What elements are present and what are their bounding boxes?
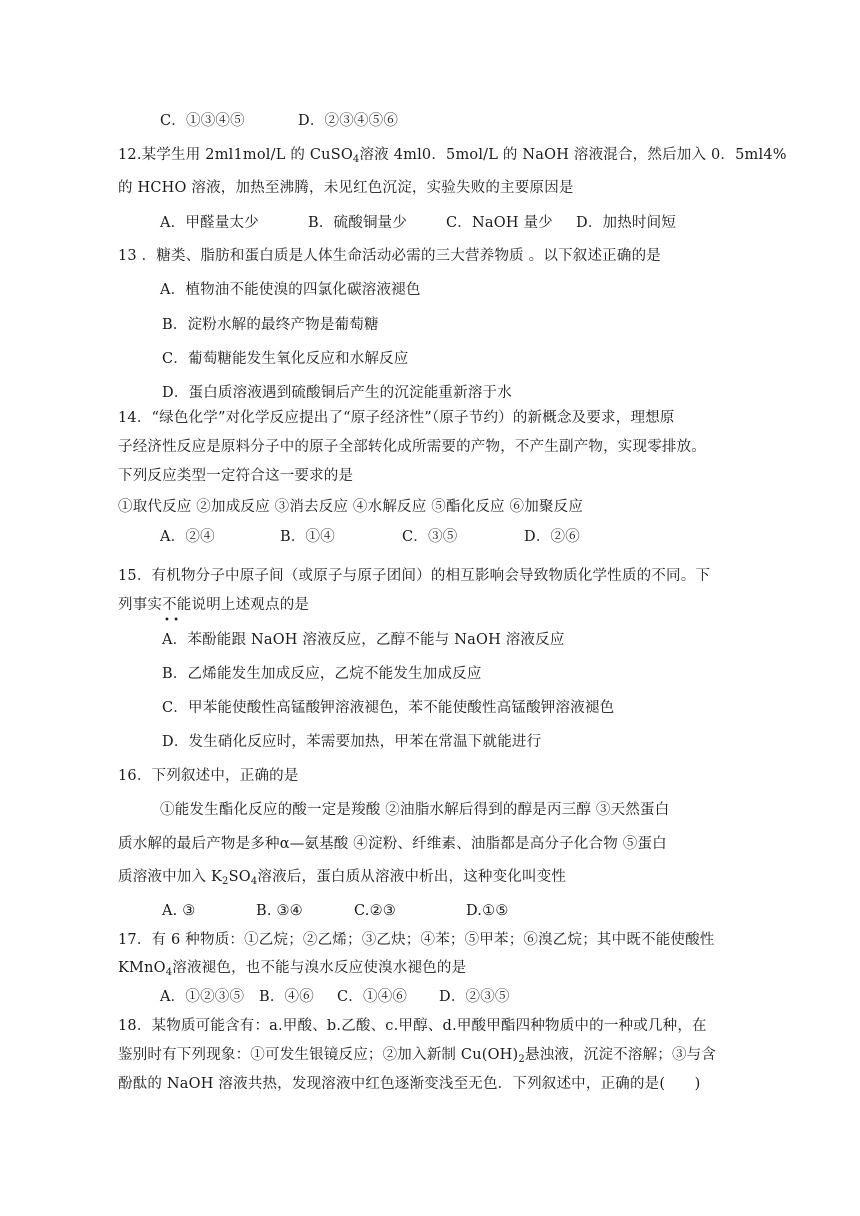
q15-option-d: D．发生硝化反应时，苯需要加热，甲苯在常温下就能进行 bbox=[162, 734, 542, 750]
q18-line2 bbox=[118, 1045, 716, 1070]
q17-option-d: D．②③⑤ bbox=[439, 989, 510, 1005]
q15-option-b: B．乙烯能发生加成反应，乙烷不能发生加成反应 bbox=[162, 666, 482, 682]
q16-line3-a: 质溶液中加入 K bbox=[118, 869, 223, 885]
q16-sub-2: 4 bbox=[250, 876, 258, 887]
q11-option-c: C．①③④⑤ bbox=[160, 113, 245, 129]
q17-option-a: A．①②③⑤ bbox=[160, 989, 245, 1005]
q18-line2-a: 鉴别时有下列现象：①可发生银镜反应；②加入新制 Cu(OH) bbox=[118, 1047, 519, 1063]
q18-line3: 酚酞的 NaOH 溶液共热，发现溶液中红色逐渐变浅至无色．下列叙述中，正确的是( ) bbox=[118, 1076, 701, 1092]
q14-reaction-types: ①取代反应 ②加成反应 ③消去反应 ④水解反应 ⑤酯化反应 ⑥加聚反应 bbox=[118, 499, 584, 515]
q16-option-c: C.②③ bbox=[354, 903, 396, 919]
q12-stem-line2: 的 HCHO 溶液，加热至沸腾，未见红色沉淀，实验失败的主要原因是 bbox=[118, 180, 574, 196]
q12-text-a: 12.某学生用 2ml1mol/L 的 CuSO bbox=[118, 147, 353, 163]
q16-line2: 质水解的最后产物是多种α—氨基酸 ④淀粉、纤维素、油脂都是高分子化合物 ⑤蛋白 bbox=[118, 836, 667, 852]
q11-option-d: D．②③④⑤⑥ bbox=[298, 113, 399, 129]
q15-line2: 列事实不能说明上述观点的是 bbox=[118, 597, 310, 613]
q17-sub: 4 bbox=[165, 967, 173, 978]
q12-options bbox=[160, 213, 676, 233]
q17-line2-b: 溶液褪色，也不能与溴水反应使溴水褪色的是 bbox=[172, 960, 467, 976]
q11-options bbox=[160, 111, 398, 131]
q13-option-c: C．葡萄糖能发生氧化反应和水解反应 bbox=[162, 351, 409, 367]
emphasis-dots: • • bbox=[164, 615, 179, 626]
q16-line3 bbox=[118, 867, 566, 892]
q17-options bbox=[160, 987, 510, 1007]
q14-line1: 14．“绿色化学”对化学反应提出了“原子经济性”（原子节约）的新概念及要求，理想原 bbox=[118, 410, 675, 426]
q16-option-d: D.①⑤ bbox=[466, 903, 509, 919]
q14-option-c: C．③⑤ bbox=[402, 529, 458, 545]
q16-option-a: A. ③ bbox=[162, 903, 196, 919]
q16-line3-b: SO bbox=[228, 869, 251, 885]
q16-line3-c: 溶液后，蛋白质从溶液中析出，这种变化叫变性 bbox=[257, 869, 567, 885]
q17-line1: 17．有 6 种物质：①乙烷；②乙烯；③乙炔；④苯；⑤甲苯；⑥溴乙烷；其中既不能使酸性 bbox=[118, 932, 715, 948]
q15-line1: 15．有机物分子中原子间（或原子与原子团间）的相互影响会导致物质化学性质的不同。下 bbox=[118, 568, 711, 584]
q12-stem-line1 bbox=[118, 145, 787, 170]
q14-line2: 子经济性反应是原料分子中的原子全部转化成所需要的产物，不产生副产物，实现零排放。 bbox=[118, 439, 706, 455]
q16-option-b: B. ③④ bbox=[256, 903, 303, 919]
q17-option-c: C．①④⑥ bbox=[337, 989, 408, 1005]
q18-line2-b: 悬浊液，沉淀不溶解；③与含 bbox=[524, 1047, 717, 1063]
q14-option-a: A．②④ bbox=[160, 529, 215, 545]
q16-sub-1: 2 bbox=[222, 876, 229, 887]
q12-text-b: 溶液 4ml0．5mol/L 的 NaOH 溶液混合，然后加入 0．5ml4% bbox=[359, 147, 787, 163]
q17-line2-a: KMnO bbox=[118, 960, 166, 976]
q12-option-d: D．加热时间短 bbox=[576, 215, 677, 231]
q15-option-a: A．苯酚能跟 NaOH 溶液反应，乙醇不能与 NaOH 溶液反应 bbox=[162, 632, 565, 648]
q16-line1: ①能发生酯化反应的酸一定是羧酸 ②油脂水解后得到的醇是丙三醇 ③天然蛋白 bbox=[160, 802, 670, 818]
q14-line3: 下列反应类型一定符合这一要求的是 bbox=[118, 468, 354, 484]
q14-option-d: D．②⑥ bbox=[524, 529, 580, 545]
q15-option-c: C．甲苯能使酸性高锰酸钾溶液褪色，苯不能使酸性高锰酸钾溶液褪色 bbox=[162, 700, 615, 716]
q17-option-b: B．④⑥ bbox=[259, 989, 314, 1005]
q17-line2 bbox=[118, 958, 466, 983]
q18-line1: 18．某物质可能含有：a.甲酸、b.乙酸、c.甲醇、d.甲酸甲酯四种物质中的一种或几种，在 bbox=[118, 1018, 707, 1034]
q14-option-b: B．①④ bbox=[280, 529, 335, 545]
q13-option-a: A．植物油不能使溴的四氯化碳溶液褪色 bbox=[160, 282, 421, 298]
q12-subscript: 4 bbox=[352, 154, 360, 165]
q13-option-b: B．淀粉水解的最终产物是葡萄糖 bbox=[162, 317, 379, 333]
q12-option-b: B．硫酸铜量少 bbox=[308, 215, 408, 231]
q12-option-c: C．NaOH 量少 bbox=[446, 215, 553, 231]
q18-sub: 2 bbox=[518, 1054, 525, 1065]
q13-option-d: D．蛋白质溶液遇到硫酸铜后产生的沉淀能重新溶于水 bbox=[162, 385, 512, 401]
q14-options bbox=[160, 527, 580, 547]
q12-option-a: A．甲醛量太少 bbox=[160, 215, 259, 231]
q13-stem: 13 ．糖类、脂肪和蛋白质是人体生命活动必需的三大营养物质 。以下叙述正确的是 bbox=[118, 248, 661, 264]
q16-options bbox=[162, 901, 509, 921]
q16-stem: 16．下列叙述中，正确的是 bbox=[118, 768, 299, 784]
